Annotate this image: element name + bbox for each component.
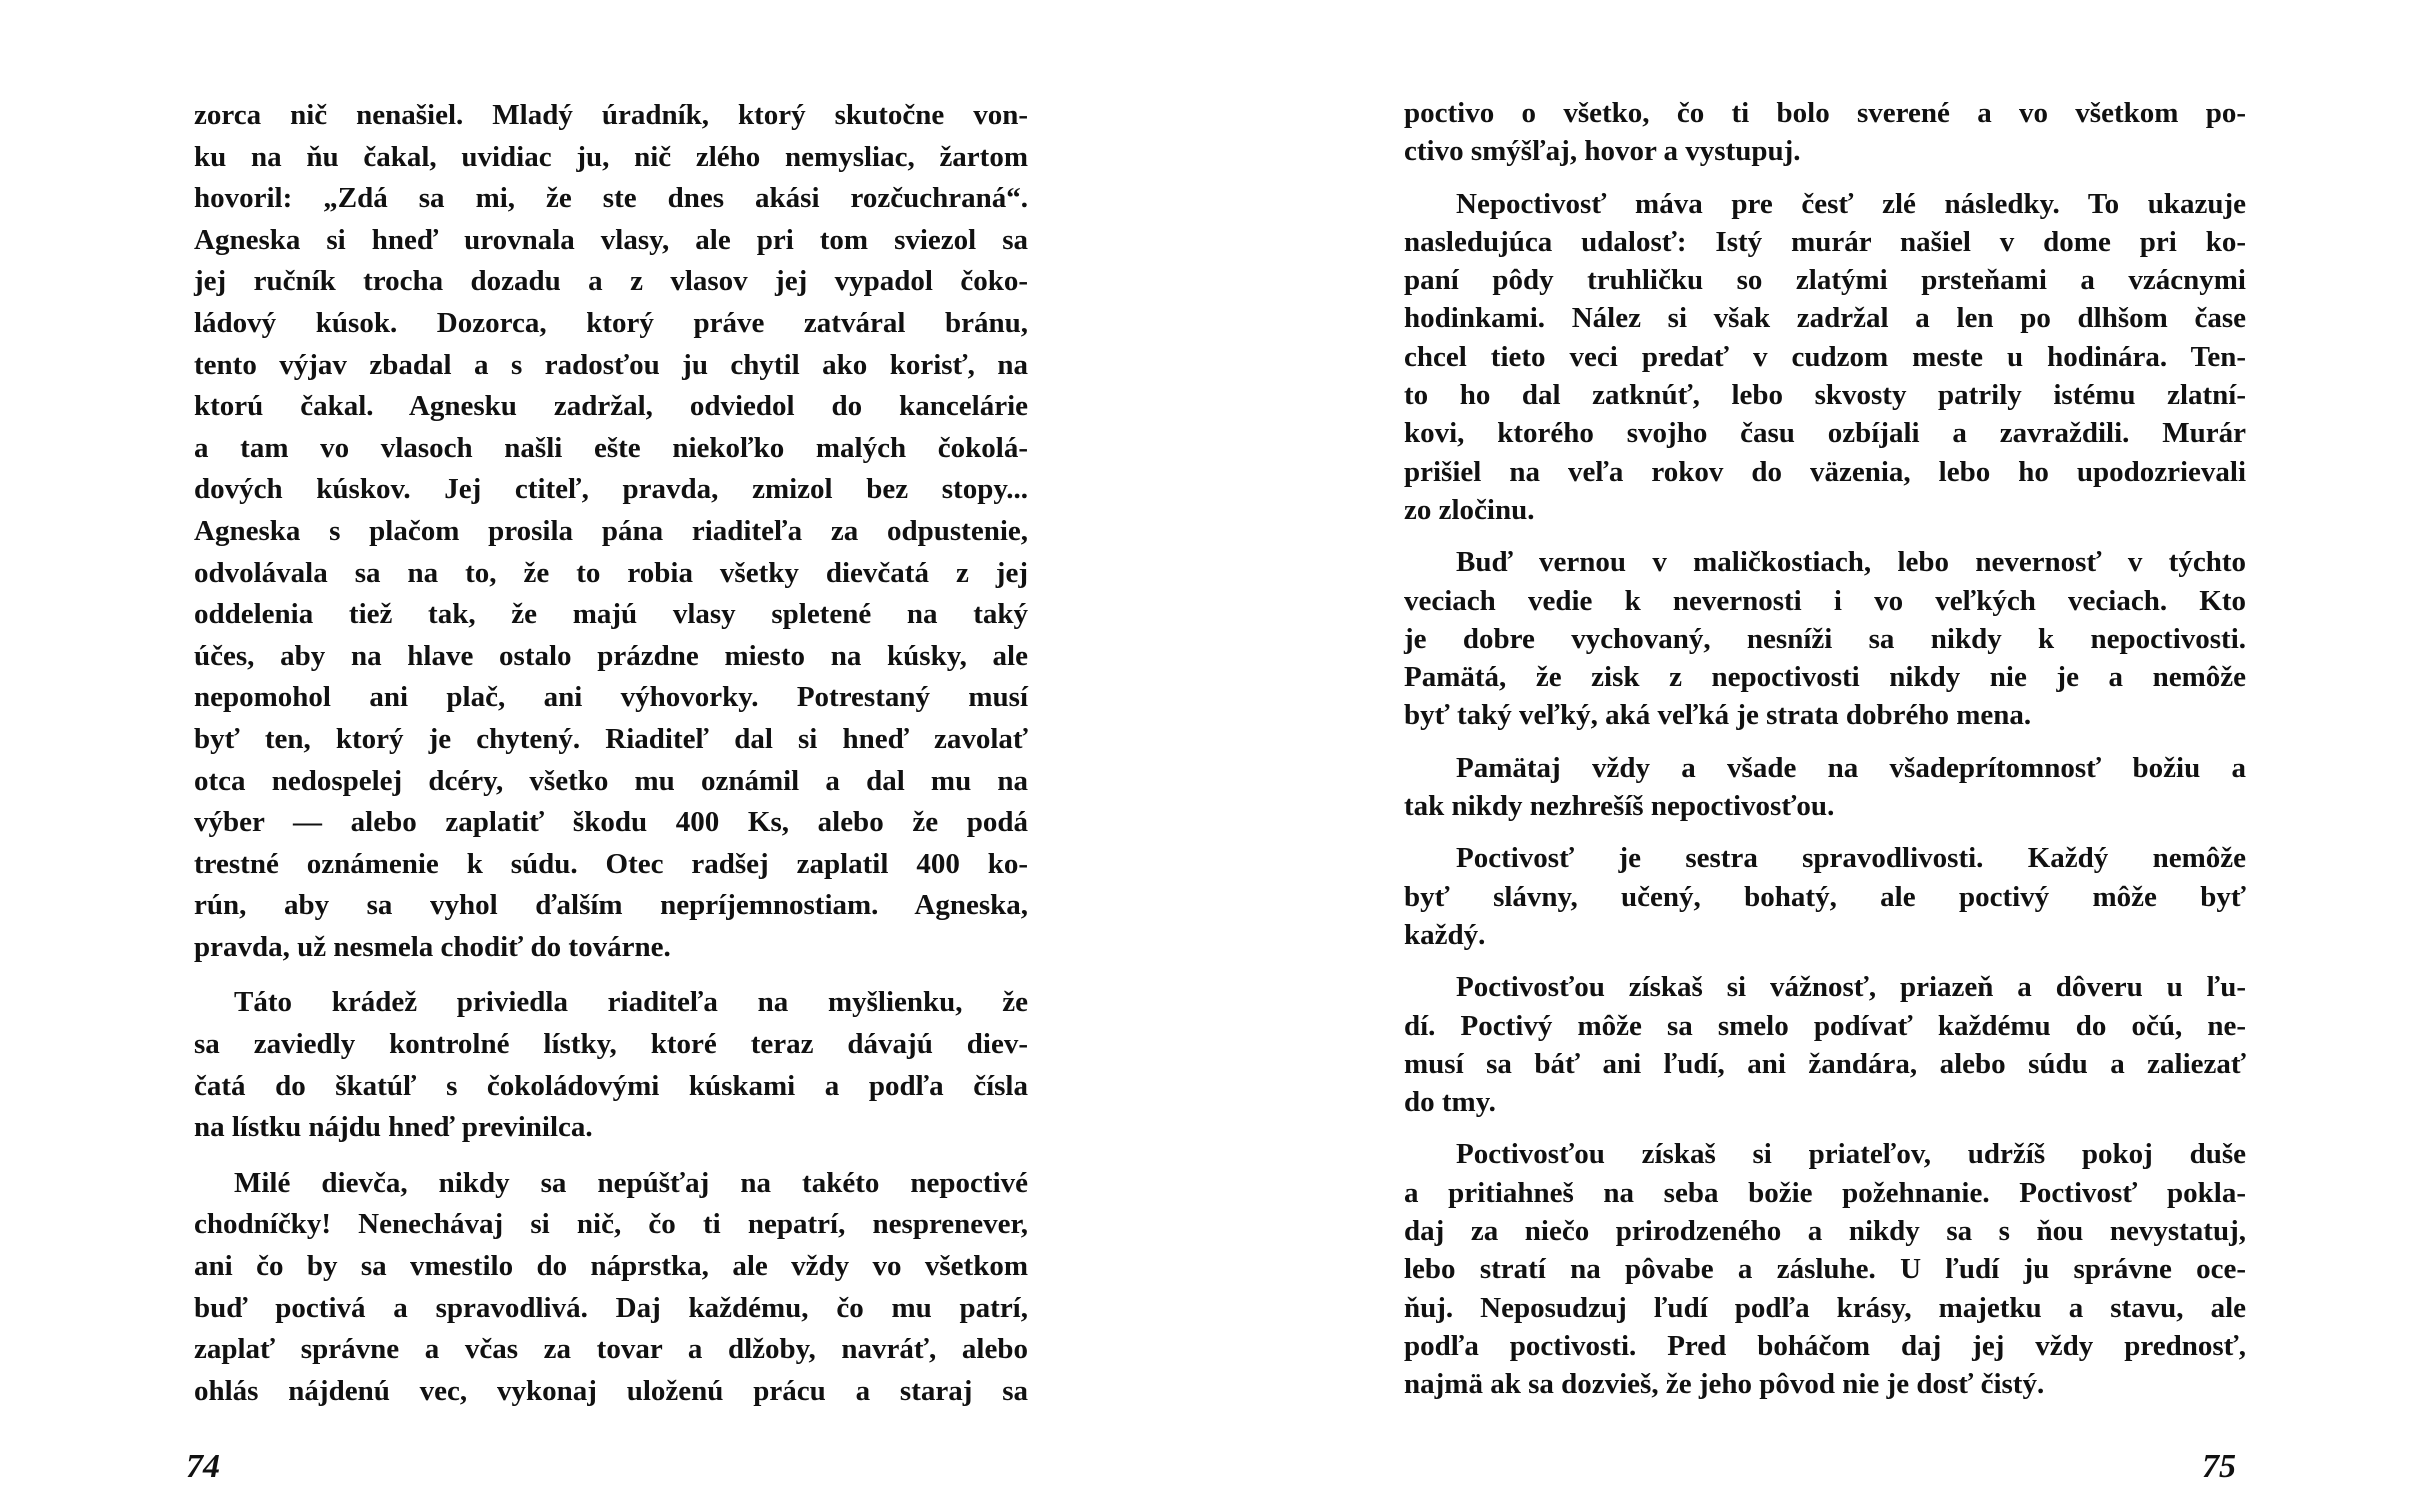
paragraph: [1404, 749, 2246, 826]
text-line: zaplať správne a včas za tovar a dlžoby, navráť, alebo: [194, 1333, 1028, 1366]
text-line: každý.: [1404, 918, 1486, 951]
paragraph: [194, 95, 1028, 968]
text-line: tak nikdy nezhrešíš nepoctivosťou.: [1404, 790, 1835, 823]
paragraph: [1404, 1135, 2246, 1403]
text-line: to ho dal zatknúť, lebo skvosty patrily istému zlatní-: [1404, 379, 2246, 412]
text-line: ohlás nájdenú vec, vykonaj uloženú prácu a staraj sa: [194, 1374, 1028, 1407]
text-line: a pritiahneš na seba božie požehnanie. Poctivosť pokla-: [1404, 1176, 2246, 1209]
text-line: prišiel na veľa rokov do väzenia, lebo ho upodozrievali: [1404, 455, 2246, 488]
paragraph: [1404, 839, 2246, 954]
text-line: ktorú čakal. Agnesku zadržal, odviedol do kancelárie: [194, 390, 1028, 423]
text-line: musí sa báť ani ľudí, ani žandára, alebo súdu a zaliezať: [1404, 1047, 2246, 1080]
text-line: do tmy.: [1404, 1086, 1496, 1119]
text-line: byť ten, ktorý je chytený. Riaditeľ dal si hneď zavolať: [194, 722, 1028, 755]
text-line: účes, aby na hlave ostalo prázdne miesto na kúsky, ale: [194, 639, 1028, 672]
text-line: podľa poctivosti. Pred boháčom daj jej vždy prednosť,: [1404, 1329, 2246, 1362]
text-line: Pamätaj vždy a všade na všadeprítomnosť božiu a: [1456, 751, 2246, 784]
text-line: tento výjav zbadal a s radosťou ju chytil ako korisť, na: [194, 348, 1028, 381]
text-line: najmä ak sa dozvieš, že jeho pôvod nie je dosť čistý.: [1404, 1368, 2045, 1401]
text-line: byť taký veľký, aká veľká je strata dobrého mena.: [1404, 699, 2032, 732]
text-line: pravda, už nesmela chodiť do továrne.: [194, 930, 671, 963]
text-line: je dobre vychovaný, nesníži sa nikdy k nepoctivosti.: [1404, 622, 2246, 655]
text-line: nepomohol ani plač, ani výhovorky. Potrestaný musí: [194, 681, 1028, 714]
text-line: Poctivosť je sestra spravodlivosti. Každý nemôže: [1456, 842, 2246, 875]
paragraph: [1404, 94, 2246, 171]
page-number-right: 75: [2202, 1448, 2236, 1485]
text-line: Nepoctivosť máva pre česť zlé následky. To ukazuje: [1456, 187, 2246, 220]
paragraph: [194, 982, 1028, 1148]
paragraph: [194, 1163, 1028, 1413]
text-line: ctivo smýšľaj, hovor a vystupuj.: [1404, 135, 1801, 168]
text-line: daj za niečo prirodzeného a nikdy sa s ňou nevystatuj,: [1404, 1215, 2246, 1248]
text-line: zo zločinu.: [1404, 493, 1535, 526]
text-line: otca nedospelej dcéry, všetko mu oznámil a dal mu na: [194, 764, 1028, 797]
text-line: sa zaviedly kontrolné lístky, ktoré teraz dávajú diev-: [194, 1028, 1028, 1061]
text-line: Milé dievča, nikdy sa nepúšťaj na takéto nepoctivé: [234, 1166, 1028, 1199]
right-page-text: [1404, 94, 2246, 1404]
text-line: poctivo o všetko, čo ti bolo sverené a vo všetkom po-: [1404, 97, 2246, 129]
text-line: odvolávala sa na to, že to robia všetky dievčatá z jej: [194, 556, 1028, 589]
paragraph: [1404, 543, 2246, 734]
text-line: Táto krádež priviedla riaditeľa na myšlienku, že: [234, 986, 1028, 1019]
text-line: Buď vernou v maličkostiach, lebo nevernosť v týchto: [1456, 546, 2246, 579]
text-line: ani čo by sa vmestilo do náprstka, ale vždy vo všetkom: [194, 1250, 1028, 1283]
text-line: rún, aby sa vyhol ďalším nepríjemnostiam. Agneska,: [194, 889, 1028, 922]
text-line: ku na ňu čakal, uvidiac ju, nič zlého nemysliac, žartom: [194, 140, 1028, 173]
text-line: buď poctivá a spravodlivá. Daj každému, čo mu patrí,: [194, 1291, 1028, 1324]
text-line: Agneska si hneď urovnala vlasy, ale pri tom sviezol sa: [194, 223, 1028, 256]
left-page-text: [194, 95, 1028, 1412]
text-line: zorca nič nenašiel. Mladý úradník, ktorý skutočne von-: [194, 99, 1028, 131]
text-line: chodníčky! Nenechávaj si nič, čo ti nepatrí, nesprenever,: [194, 1208, 1028, 1241]
text-line: čatá do škatúľ s čokoládovými kúskami a podľa čísla: [194, 1069, 1028, 1102]
text-line: Agneska s plačom prosila pána riaditeľa za odpustenie,: [194, 514, 1028, 547]
text-line: trestné oznámenie k súdu. Otec radšej zaplatil 400 ko-: [194, 847, 1028, 880]
text-line: veciach vedie k nevernosti i vo veľkých veciach. Kto: [1404, 584, 2246, 617]
text-line: chcel tieto veci predať v cudzom meste u hodinára. Ten-: [1404, 340, 2246, 373]
text-line: dí. Poctivý môže sa smelo podívať každému do očú, ne-: [1404, 1009, 2246, 1042]
text-line: Poctivosťou získaš si vážnosť, priazeň a dôveru u ľu-: [1456, 971, 2246, 1004]
page-number-left: 74: [186, 1448, 220, 1485]
text-line: paní pôdy truhličku so zlatými prsteňami a vzácnymi: [1404, 264, 2246, 297]
text-line: na lístku nájdu hneď previnilca.: [194, 1111, 593, 1144]
text-line: dových kúskov. Jej ctiteľ, pravda, zmizol bez stopy...: [194, 473, 1028, 506]
text-line: hodinkami. Nález si však zadržal a len po dlhšom čase: [1404, 302, 2246, 335]
text-line: ládový kúsok. Dozorca, ktorý práve zatváral bránu,: [194, 306, 1028, 339]
text-line: oddelenia tiež tak, že majú vlasy spletené na taký: [194, 598, 1028, 631]
text-line: nasledujúca udalosť: Istý murár našiel v dome pri ko-: [1404, 225, 2246, 258]
text-line: ňuj. Neposudzuj ľudí podľa krásy, majetku a stavu, ale: [1404, 1291, 2246, 1324]
text-line: výber — alebo zaplatiť škodu 400 Ks, alebo že podá: [194, 806, 1028, 839]
text-line: Pamätá, že zisk z nepoctivosti nikdy nie je a nemôže: [1404, 661, 2246, 694]
text-line: lebo stratí na pôvabe a zásluhe. U ľudí ju správne oce-: [1404, 1253, 2246, 1286]
text-line: byť slávny, učený, bohatý, ale poctivý môže byť: [1404, 880, 2246, 913]
text-line: a tam vo vlasoch našli ešte niekoľko malých čokolá-: [194, 431, 1028, 464]
text-line: jej ručník trocha dozadu a z vlasov jej vypadol čoko-: [194, 265, 1028, 298]
text-line: kovi, ktorého svojho času ozbíjali a zavraždili. Murár: [1404, 417, 2246, 450]
paragraph: [1404, 185, 2246, 530]
text-line: hovoril: „Zdá sa mi, že ste dnes akási rozčuchraná“.: [194, 182, 1028, 215]
paragraph: [1404, 968, 2246, 1121]
text-line: Poctivosťou získaš si priateľov, udržíš pokoj duše: [1456, 1138, 2246, 1171]
